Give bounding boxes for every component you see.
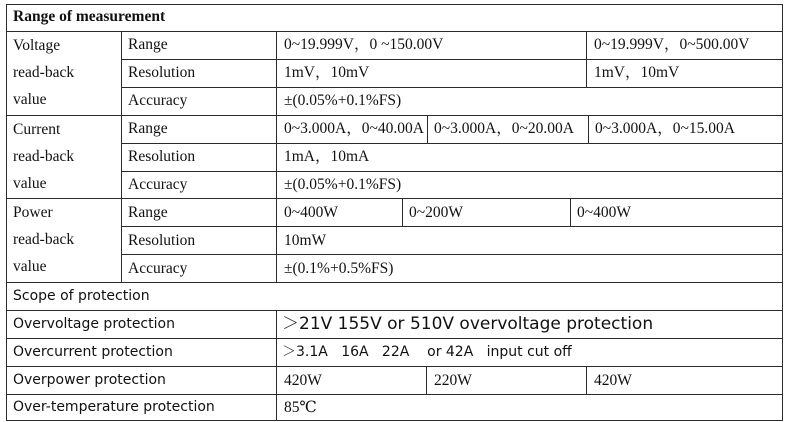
- col-divider: [402, 198, 403, 226]
- current-accuracy-label: Accuracy: [128, 176, 188, 193]
- table-border-right: [782, 4, 783, 421]
- overcurrent-label: Overcurrent protection: [13, 344, 173, 360]
- voltage-range-value: 0~19.999V，0~500.00V: [594, 36, 750, 53]
- group-label-power: read-back: [13, 231, 75, 248]
- power-accuracy-value: ±(0.1%+0.5%FS): [284, 260, 394, 277]
- voltage-resolution-label: Resolution: [128, 64, 196, 81]
- row-divider: [121, 171, 783, 172]
- power-accuracy-label: Accuracy: [128, 260, 188, 277]
- power-range-label: Range: [128, 204, 168, 221]
- overtemp-label: Over-temperature protection: [13, 399, 215, 415]
- power-range-value: 0~400W: [577, 204, 632, 221]
- table-border-top: [6, 4, 783, 5]
- col-divider: [586, 31, 587, 87]
- row-divider: [121, 254, 783, 255]
- row-divider: [6, 310, 783, 311]
- col-divider: [570, 198, 571, 226]
- voltage-range-label: Range: [128, 36, 168, 53]
- current-resolution-label: Resolution: [128, 148, 196, 165]
- row-divider: [6, 31, 783, 32]
- overpower-value: 420W: [594, 372, 632, 389]
- current-range-value: 0~3.000A，0~40.00A: [284, 120, 424, 137]
- row-divider: [6, 282, 783, 283]
- table-border-left: [6, 4, 7, 421]
- group-label-power: value: [13, 258, 47, 275]
- overvoltage-value: ＞21V 155V or 510V overvoltage protection: [282, 314, 654, 334]
- group-label-voltage: read-back: [13, 64, 75, 81]
- overcurrent-value: ＞3.1A 16A 22A or 42A input cut off: [282, 344, 572, 360]
- voltage-resolution-value: 1mV，10mV: [594, 64, 680, 81]
- group-label-voltage: value: [13, 91, 47, 108]
- col-divider: [276, 310, 277, 421]
- overtemp-value: 85℃: [284, 399, 317, 416]
- row-divider: [6, 394, 783, 395]
- row-divider: [121, 226, 783, 227]
- spec-table: [6, 1, 783, 421]
- overpower-value: 220W: [434, 372, 472, 389]
- power-range-value: 0~200W: [409, 204, 464, 221]
- group-label-current: Current: [13, 121, 61, 138]
- col-divider: [121, 31, 122, 282]
- voltage-resolution-value: 1mV，10mV: [284, 64, 370, 81]
- power-resolution-value: 10mW: [284, 232, 327, 249]
- voltage-range-value: 0~19.999V，0 ~150.00V: [284, 36, 444, 53]
- section-title-measurement: Range of measurement: [13, 8, 166, 25]
- group-label-current: read-back: [13, 148, 75, 165]
- col-divider: [588, 115, 589, 143]
- current-range-value: 0~3.000A，0~20.00A: [434, 120, 574, 137]
- section-title-protection: Scope of protection: [13, 288, 150, 304]
- row-divider: [6, 198, 783, 199]
- row-divider: [121, 87, 783, 88]
- voltage-accuracy-label: Accuracy: [128, 92, 188, 109]
- row-divider: [121, 143, 783, 144]
- overvoltage-label: Overvoltage protection: [13, 316, 175, 332]
- current-range-label: Range: [128, 120, 168, 137]
- group-label-voltage: Voltage: [13, 37, 61, 54]
- col-divider: [426, 366, 427, 394]
- col-divider: [586, 366, 587, 394]
- row-divider: [6, 115, 783, 116]
- table-border-bottom: [6, 420, 783, 421]
- voltage-accuracy-value: ±(0.05%+0.1%FS): [284, 92, 402, 109]
- current-resolution-value: 1mA，10mA: [284, 148, 370, 165]
- row-divider: [121, 59, 783, 60]
- current-range-value: 0~3.000A，0~15.00A: [595, 120, 735, 137]
- overpower-value: 420W: [284, 372, 322, 389]
- group-label-power: Power: [13, 204, 53, 221]
- row-divider: [6, 338, 783, 339]
- col-divider: [427, 115, 428, 143]
- current-accuracy-value: ±(0.05%+0.1%FS): [284, 176, 402, 193]
- overpower-label: Overpower protection: [13, 372, 166, 388]
- group-label-current: value: [13, 175, 47, 192]
- col-divider: [276, 31, 277, 282]
- power-range-value: 0~400W: [284, 204, 339, 221]
- row-divider: [6, 366, 783, 367]
- power-resolution-label: Resolution: [128, 232, 196, 249]
